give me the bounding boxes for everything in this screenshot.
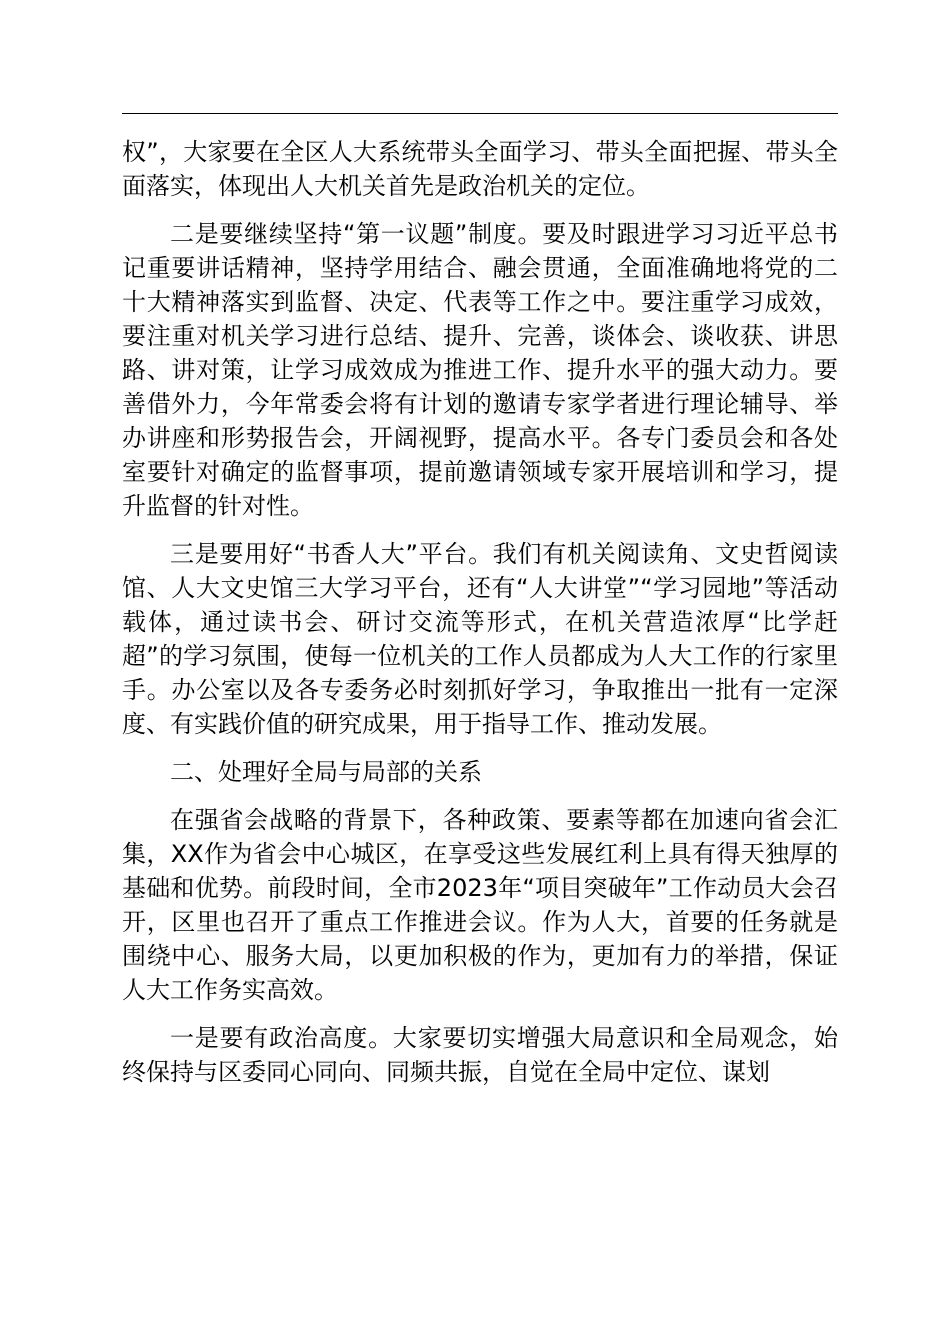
paragraph-strong-capital: 在强省会战略的背景下，各种政策、要素等都在加速向省会汇集，XX作为省会中心城区，在享受这些发展红利上具有得天独厚的基础和优势。前段时间，全市2023年“项目突破年”工作动员大会召开，区里也召开了重点工作推进会议。作为人大，首要的任务就是围绕中心、服务大局，以更加积极的作为，更加有力的举措，保证人大工作务实高效。 — [122, 806, 838, 1004]
paragraph-political-height: 一是要有政治高度。大家要切实增强大局意识和全局观念，始终保持与区委同心同向、同频共振，自觉在全局中定位、谋划 — [122, 1024, 838, 1086]
paragraph-book-platform: 三是要用好“书香人大”平台。我们有机关阅读角、文史哲阅读馆、人大文史馆三大学习平台，还有“人大讲堂”“学习园地”等活动载体，通过读书会、研讨交流等形式，在机关营造浓厚“比学赶超”的学习氛围，使每一位机关的工作人员都成为人大工作的行家里手。办公室以及各专委务必时刻抓好学习，争取推出一批有一定深度、有实践价值的研究成果，用于指导工作、推动发展。 — [122, 540, 838, 738]
paragraph-continuation: 权”，大家要在全区人大系统带头全面学习、带头全面把握、带头全面落实，体现出人大机关首先是政治机关的定位。 — [122, 138, 838, 200]
section-heading-overall-local: 二、处理好全局与局部的关系 — [170, 758, 482, 786]
header-rule — [122, 113, 838, 114]
paragraph-first-party-study: 二是要继续坚持“第一议题”制度。要及时跟进学习习近平总书记重要讲话精神，坚持学用结合、融会贯通，全面准确地将党的二十大精神落实到监督、决定、代表等工作之中。要注重学习成效，要注重对机关学习进行总结、提升、完善，谈体会、谈收获、讲思路、讲对策，让学习成效成为推进工作、提升水平的强大动力。要善借外力，今年常委会将有计划的邀请专家学者进行理论辅导、举办讲座和形势报告会，开阔视野，提高水平。各专门委员会和各处室要针对确定的监督事项，提前邀请领域专家开展培训和学习，提升监督的针对性。 — [122, 220, 838, 520]
document-body — [122, 135, 838, 1103]
